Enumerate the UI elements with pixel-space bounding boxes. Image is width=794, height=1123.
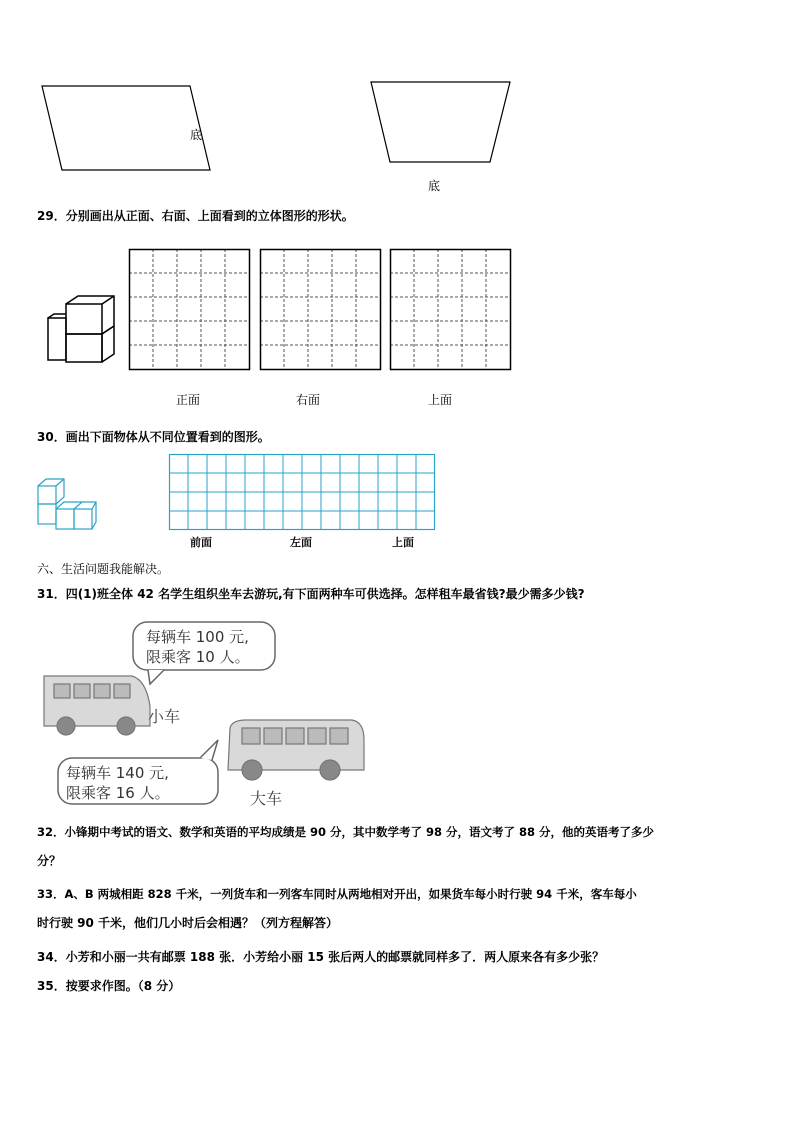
- section-6-heading: 六、生活问题我能解决。: [37, 562, 170, 576]
- label-top: 上面: [428, 393, 453, 407]
- question-33-line1: 33．A、B 两城相距 828 千米，一列货车和一列客车同时从两地相对开出，如果货车每小时行驶 94 千米，客车每小: [37, 887, 637, 901]
- label-right: 右面: [296, 393, 321, 407]
- question-34: 34．小芳和小丽一共有邮票 188 张．小芳给小丽 15 张后两人的邮票就同样多了．两人原来各有多少张？: [37, 950, 605, 964]
- question-30: 30．画出下面物体从不同位置看到的图形。: [37, 430, 270, 444]
- small-bus-price-line1: 每辆车 100 元,: [146, 628, 249, 646]
- label-front: 正面: [176, 393, 201, 407]
- question-32-line1: 32．小锋期中考试的语文、数学和英语的平均成绩是 90 分，其中数学考了 98 分，语文考了 88 分，他的英语考了多少: [37, 825, 655, 839]
- question-32-line2: 分？: [37, 854, 62, 868]
- question-29: 29．分别画出从正面、右面、上面看到的立体图形的形状。: [37, 209, 354, 223]
- question-33-line2: 时行驶 90 千米，他们几小时后会相遇？（列方程解答）: [37, 916, 339, 930]
- small-bus-label: 小车: [148, 707, 181, 726]
- label-top-view: 上面: [392, 536, 414, 549]
- big-bus-label: 大车: [250, 789, 283, 808]
- big-bus-price-line1: 每辆车 140 元,: [66, 764, 169, 782]
- question-31: 31．四(1)班全体 42 名学生组织坐车去游玩,有下面两种车可供选择。怎样租车最省钱?最少需多少钱?: [37, 587, 585, 601]
- trapezoid-base-label: 底: [428, 179, 441, 193]
- label-left-view: 左面: [290, 536, 312, 549]
- label-front-view: 前面: [190, 536, 212, 549]
- big-bus-price-line2: 限乘客 16 人。: [66, 784, 170, 802]
- question-35: 35．按要求作图。（8 分）: [37, 979, 181, 993]
- parallelogram-base-label: 底: [190, 128, 203, 142]
- small-bus-price-line2: 限乘客 10 人。: [146, 648, 250, 666]
